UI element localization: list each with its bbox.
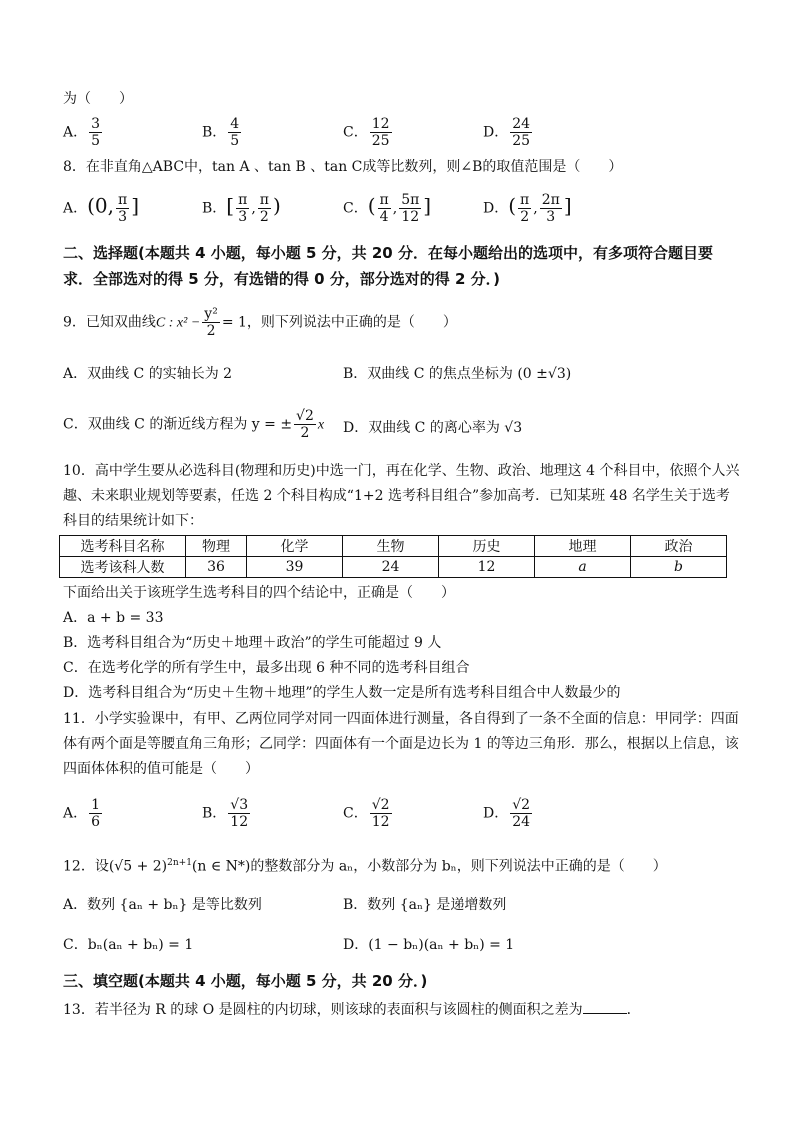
q10-line3: 科目的结果统计如下： bbox=[63, 513, 203, 529]
q10-option-b: B．选考科目组合为“历史＋地理＋政治”的学生可能超过 9 人 bbox=[63, 635, 442, 651]
q10-after-table: 下面给出关于该班学生选考科目的四个结论中，正确是（ ） bbox=[63, 585, 455, 601]
q9-option-b: B．双曲线 C 的焦点坐标为 (0 ±√3) bbox=[343, 366, 572, 382]
q12-option-a: A．数列 {aₙ + bₙ} 是等比数列 bbox=[63, 897, 262, 913]
section-3-heading: 三、填空题(本题共 4 小题，每小题 5 分，共 20 分．) bbox=[63, 972, 428, 990]
q13-stem: 13．若半径为 R 的球 O 是圆柱的内切球，则该球的表面积与该圆柱的侧面积之差为 ． bbox=[63, 999, 641, 1019]
table-header-cell: 选考科目名称 bbox=[60, 536, 186, 557]
table-cell: 选考该科人数 bbox=[60, 557, 186, 578]
section-2-heading-line2: 求．全部选对的得 5 分，有选错的得 0 分，部分选对的得 2 分．) bbox=[63, 270, 501, 288]
table-header-cell: 历史 bbox=[439, 536, 535, 557]
q10-line1: 10．高中学生要从必选科目(物理和历史)中选一门，再在化学、生物、政治、地理这 4 个科目中，依照个人兴 bbox=[63, 463, 740, 479]
section-2-heading-line1: 二、选择题(本题共 4 小题，每小题 5 分，共 20 分．在每小题给出的选项中，有多项符合题目要 bbox=[63, 244, 713, 262]
q8-option-c: C．( $\frac{\pi}{4}$ , $\frac{5\pi}{12}$ ] bbox=[343, 192, 432, 225]
q9-option-d: D．双曲线 C 的离心率为 √3 bbox=[343, 420, 523, 436]
q8-option-d: D．( $\frac{\pi}{2}$ , $\frac{2\pi}{3}$ ] bbox=[483, 192, 572, 225]
q8-stem: 8．在非直角△ABC中，tan A 、tan B 、tan C成等比数列，则∠B的取值范围是（ ） bbox=[63, 159, 623, 175]
table-cell: 12 bbox=[439, 557, 535, 578]
q11-option-d: D． $\frac{√2}{24}$ bbox=[483, 797, 531, 830]
q8-option-a: A．(0, $\frac{\pi}{3}$ ] bbox=[63, 192, 140, 225]
table-header-cell: 化学 bbox=[247, 536, 343, 557]
subject-stats-table bbox=[59, 535, 727, 578]
q7-option-b: B． $\frac{4}{5}$ bbox=[202, 116, 240, 149]
q11-line3: 四面体体积的值可能是（ ） bbox=[63, 761, 259, 777]
q9-stem: 9．已知双曲线C : x² − $\frac{\text{y²}}{2}$ = 1，则下列说法中正确的是（ ） bbox=[63, 306, 457, 339]
q11-option-c: C． $\frac{√2}{12}$ bbox=[343, 797, 390, 830]
table-row bbox=[60, 557, 727, 578]
table-header-cell: 生物 bbox=[343, 536, 439, 557]
q7-option-c: C． $\frac{12}{25}$ bbox=[343, 116, 390, 149]
q10-option-a: A．a + b = 33 bbox=[63, 610, 164, 626]
table-header-cell: 物理 bbox=[186, 536, 247, 557]
q10-option-c: C．在选考化学的所有学生中，最多出现 6 种不同的选考科目组合 bbox=[63, 660, 470, 676]
table-cell: b bbox=[631, 557, 727, 578]
table-cell: a bbox=[535, 557, 631, 578]
q9-option-c: C．双曲线 C 的渐近线方程为 y = ± $\frac{√2}{2}$ x bbox=[63, 408, 325, 441]
q12-stem: 12．设$(√5 + 2)^{2n+1}(n$ ∈ N*)的整数部分为 aₙ，小数部分为 bₙ，则下列说法中正确的是（ ） bbox=[63, 858, 667, 875]
q7-option-a: A． $\frac{3}{5}$ bbox=[63, 116, 101, 149]
q10-option-d: D．选考科目组合为“历史＋生物＋地理”的学生人数一定是所有选考科目组合中人数最少的 bbox=[63, 685, 621, 701]
q7-option-d: D． $\frac{24}{25}$ bbox=[483, 116, 531, 149]
q11-option-a: A． $\frac{1}{6}$ bbox=[63, 797, 101, 830]
table-cell: 39 bbox=[247, 557, 343, 578]
q12-option-b: B．数列 {aₙ} 是递增数列 bbox=[343, 897, 507, 913]
table-header-cell: 地理 bbox=[535, 536, 631, 557]
q11-line2: 体有两个面是等腰直角三角形；乙同学：四面体有一个面是边长为 1 的等边三角形．那么，根据以上信息，该 bbox=[63, 736, 739, 752]
q7-tail: 为（ ） bbox=[63, 91, 133, 107]
table-cell: 36 bbox=[186, 557, 247, 578]
table-header-row bbox=[60, 536, 727, 557]
q12-option-d: D．(1 − bₙ)(aₙ + bₙ) = 1 bbox=[343, 937, 515, 953]
q10-line2: 趣、未来职业规划等要素，任选 2 个科目构成“1+2 选考科目组合”参加高考．已知某班 48 名学生关于选考 bbox=[63, 488, 730, 504]
q9-option-a: A．双曲线 C 的实轴长为 2 bbox=[63, 366, 233, 382]
q11-option-b: B． $\frac{√3}{12}$ bbox=[202, 797, 249, 830]
q8-option-b: B．[ $\frac{\pi}{3}$ , $\frac{\pi}{2}$ ) bbox=[202, 192, 281, 225]
table-cell: 24 bbox=[343, 557, 439, 578]
answer-blank[interactable] bbox=[583, 999, 627, 1014]
q11-line1: 11．小学实验课中，有甲、乙两位同学对同一四面体进行测量，各自得到了一条不全面的信息：甲同学：四面 bbox=[63, 711, 739, 727]
q12-option-c: C．bₙ(aₙ + bₙ) = 1 bbox=[63, 937, 194, 953]
table-header-cell: 政治 bbox=[631, 536, 727, 557]
